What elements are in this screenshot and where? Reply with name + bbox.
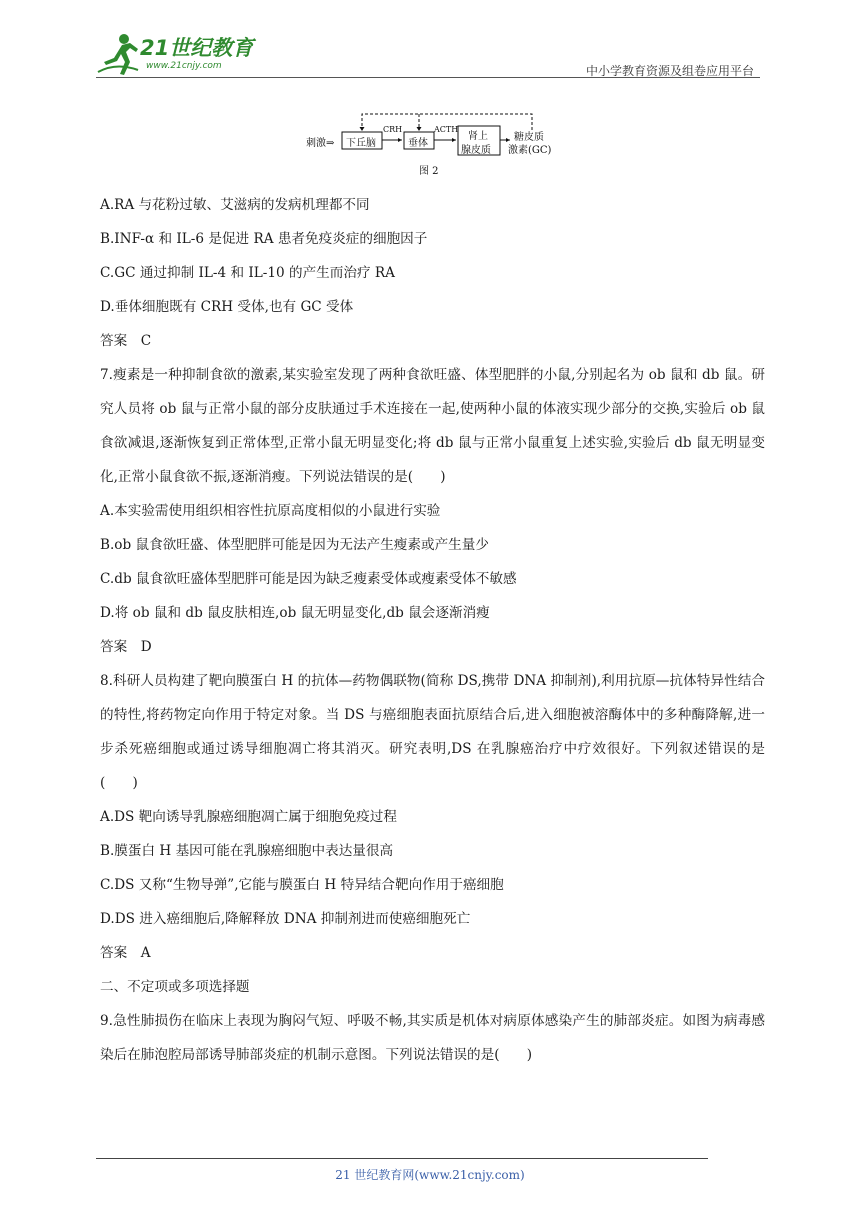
q7-option-c: C.db 鼠食欲旺盛体型肥胖可能是因为缺乏瘦素受体或瘦素受体不敏感 (100, 571, 517, 587)
logo-url: www.21cnjy.com (146, 61, 222, 71)
q8-answer: 答案 A (100, 945, 151, 961)
hpa-axis-diagram (300, 108, 570, 178)
q7-stem: 7.瘦素是一种抑制食欲的激素,某实验室发现了两种食欲旺盛、体型肥胖的小鼠,分别起名为 ob 鼠和 db 鼠。研究人员将 ob 鼠与正常小鼠的部分皮肤通过手术连接在一起,使两种小鼠的体液实现少部分的交换,实验后 ob 鼠食欲减退,逐渐恢复到正常体型,正常小鼠无明显变化;将 db 鼠与正常小鼠重复上述实验,实验后 db 鼠无明显变化,正常小鼠食欲不振,逐渐消瘦。下列说法错误的是( ) (100, 367, 765, 485)
q8-option-c: C.DS 又称“生物导弹”,它能与膜蛋白 H 特异结合靶向作用于癌细胞 (100, 877, 504, 893)
page-header (96, 30, 760, 80)
footer-divider (96, 1158, 708, 1159)
q7-option-d: D.将 ob 鼠和 db 鼠皮肤相连,ob 鼠无明显变化,db 鼠会逐渐消瘦 (100, 605, 490, 621)
diagram-gc-line1: 糖皮质 (514, 132, 544, 143)
platform-title: 中小学教育资源及组卷应用平台 (585, 64, 754, 78)
diagram-stimulus: 刺激⇒ (306, 138, 335, 149)
q7-answer: 答案 D (100, 639, 152, 655)
diagram-crh: CRH (383, 125, 403, 134)
q8-option-b: B.膜蛋白 H 基因可能在乳腺癌细胞中表达量很高 (100, 843, 394, 859)
q6-option-b: B.INF-α 和 IL-6 是促进 RA 患者免疫炎症的细胞因子 (100, 231, 428, 247)
q6-option-d: D.垂体细胞既有 CRH 受体,也有 GC 受体 (100, 299, 354, 315)
question-content (100, 188, 779, 1072)
q6-answer: 答案 C (100, 333, 152, 349)
q8-stem: 8.科研人员构建了靶向膜蛋白 H 的抗体—药物偶联物(简称 DS,携带 DNA 抑制剂),利用抗原—抗体特异性结合的特性,将药物定向作用于特定对象。当 DS 与癌细胞表面抗原结合后,进入细胞被溶酶体中的多种酶降解,进一步杀死癌细胞或通过诱导细胞凋亡将其消灭。研究表明,DS 在乳腺癌治疗中疗效很好。下列叙述错误的是 ( ) (100, 673, 779, 791)
site-logo[interactable] (96, 30, 266, 78)
q9-stem: 9.急性肺损伤在临床上表现为胸闷气短、呼吸不畅,其实质是机体对病原体感染产生的肺部炎症。如图为病毒感染后在肺泡腔局部诱导肺部炎症的机制示意图。下列说法错误的是( ) (100, 1013, 765, 1063)
q7-option-a: A.本实验需使用组织相容性抗原高度相似的小鼠进行实验 (100, 503, 441, 519)
diagram-acth: ACTH (434, 125, 459, 134)
q8-option-d: D.DS 进入癌细胞后,降解释放 DNA 抑制剂进而使癌细胞死亡 (100, 911, 471, 927)
q7-option-b: B.ob 鼠食欲旺盛、体型肥胖可能是因为无法产生瘦素或产生量少 (100, 537, 489, 553)
q6-option-a: A.RA 与花粉过敏、艾滋病的发病机理都不同 (100, 197, 370, 213)
runner-icon (96, 32, 140, 78)
header-divider (96, 77, 760, 78)
logo-text: 21世纪教育 (140, 36, 254, 60)
diagram-caption: 图 2 (419, 166, 439, 177)
diagram-adrenal-line1: 肾上 (468, 131, 488, 142)
q8-option-a: A.DS 靶向诱导乳腺癌细胞凋亡属于细胞免疫过程 (100, 809, 397, 825)
q6-option-c: C.GC 通过抑制 IL-4 和 IL-10 的产生而治疗 RA (100, 265, 395, 281)
section-heading: 二、不定项或多项选择题 (100, 979, 250, 995)
footer-link[interactable]: 21 世纪教育网(www.21cnjy.com) (335, 1168, 525, 1182)
diagram-adrenal-line2: 腺皮质 (461, 145, 491, 156)
diagram-hypothalamus: 下丘脑 (346, 138, 376, 149)
diagram-gc-line2: 激素(GC) (508, 145, 552, 156)
diagram-pituitary: 垂体 (408, 138, 428, 149)
